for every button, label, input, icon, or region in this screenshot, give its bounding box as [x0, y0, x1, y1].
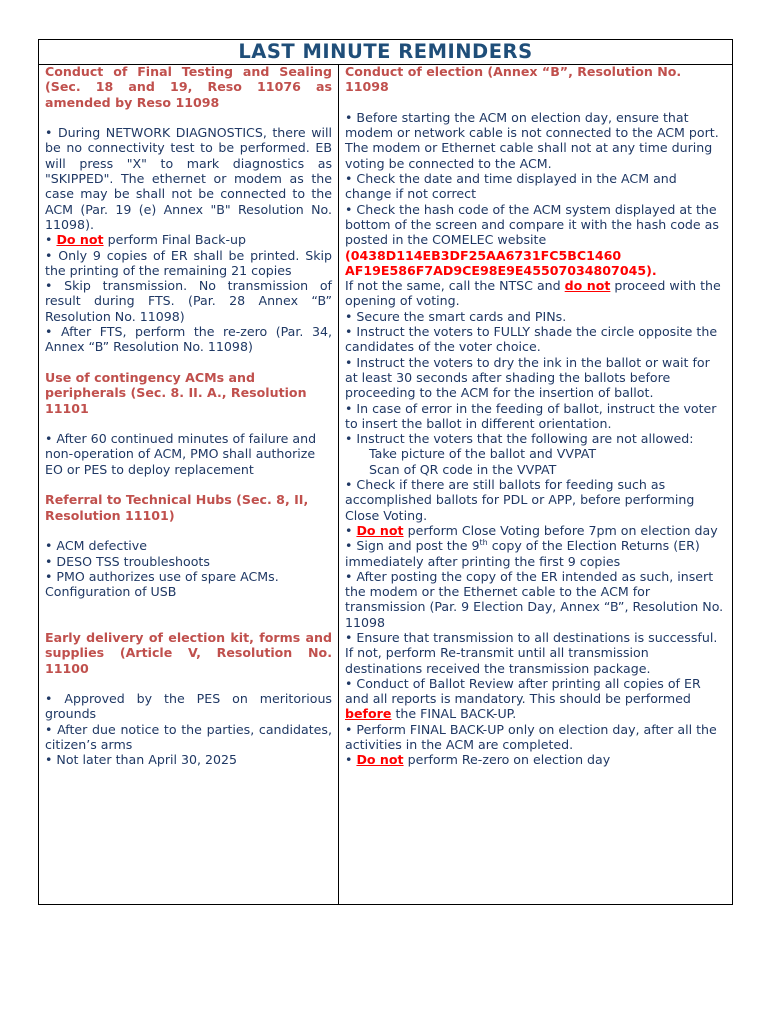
- election-item: • After posting the copy of the ER intended as such, insert the modem or the Ethernet cable to the ACM for transmission (Par. 9 Election Day, Annex “B”, Resolution No. 11098: [345, 568, 724, 630]
- early-delivery-item: • After due notice to the parties, candidates, citizen’s arms: [45, 721, 332, 753]
- election-item: • Check the date and time displayed in the ACM and change if not correct: [345, 171, 677, 202]
- conduct-election-heading: Conduct of election (Annex “B”, Resolution No. 11098: [345, 64, 682, 95]
- final-testing-item: • During NETWORK DIAGNOSTICS, there will be no connectivity test to be performed. EB will press "X" to mark diagnostics as "SKIPPED". The ethernet or modem as the case may be shall not be connected to the ACM (Par. 19 (e) Annex "B" Resolution No. 11098).: [45, 125, 332, 232]
- election-item: • Check the hash code of the ACM system displayed at the bottom of the screen and compare it with the hash code as posted in the COMELEC website: [345, 201, 719, 248]
- election-item: • Instruct the voters to dry the ink in the ballot or wait for at least 30 seconds after shading the ballots before proceeding to the ACM for the insertion of ballot.: [345, 354, 710, 401]
- final-testing-item: • Skip transmission. No transmission of result during FTS. (Par. 28 Annex “B” Resolution No. 11098): [45, 278, 332, 324]
- right-column: [339, 64, 732, 904]
- do-not-highlight: Do not: [56, 232, 104, 248]
- technical-hubs-item: • DESO TSS troubleshoots: [45, 553, 210, 569]
- election-item: • Instruct the voters to FULLY shade the circle opposite the candidates of the voter choice.: [345, 324, 718, 355]
- do-not-highlight: do not: [564, 278, 611, 294]
- contingency-item: • After 60 continued minutes of failure and non-operation of ACM, PMO shall authorize EO or PES to deploy replacement: [45, 431, 317, 477]
- election-item: • Instruct the voters that the following are not allowed:: [345, 431, 694, 447]
- columns: [39, 64, 732, 904]
- election-item: • Sign and post the 9th copy of the Election Returns (ER) immediately after printing the first 9 copies: [345, 538, 700, 569]
- early-delivery-item: • Approved by the PES on meritorious grounds: [45, 691, 332, 722]
- early-delivery-item: • Not later than April 30, 2025: [45, 752, 238, 768]
- technical-hubs-item: • ACM defective: [45, 538, 147, 554]
- final-testing-item: • Do not perform Final Back-up: [45, 232, 246, 248]
- election-item: • Do not perform Close Voting before 7pm on election day: [345, 522, 718, 538]
- election-item: • Do not perform Re-zero on election day: [345, 752, 611, 768]
- election-item: • Perform FINAL BACK-UP only on election day, after all the activities in the ACM are completed.: [345, 721, 717, 753]
- hash-code: (0438D114EB3DF25AA6731FC5BC1460 AF19E586F7AD9CE98E9E45507034807045).: [345, 247, 657, 278]
- election-item: • Secure the smart cards and PINs.: [345, 308, 567, 324]
- election-item: If not the same, call the NTSC and do not proceed with the opening of voting.: [345, 278, 721, 309]
- election-item: • Check if there are still ballots for feeding such as accomplished ballots for PDL or APP, before performing Close Voting.: [345, 477, 695, 523]
- before-highlight: before: [345, 706, 392, 722]
- early-delivery-heading: Early delivery of election kit, forms and supplies (Article V, Resolution No. 11100: [45, 629, 332, 676]
- final-testing-item: • Only 9 copies of ER shall be printed. Skip the printing of the remaining 21 copies: [45, 247, 332, 278]
- technical-hubs-item: • PMO authorizes use of spare ACMs. Configuration of USB: [45, 568, 279, 600]
- final-testing-heading: Conduct of Final Testing and Sealing (Sec. 18 and 19, Reso 11076 as amended by Reso 11098: [45, 64, 332, 110]
- not-allowed-item: Take picture of the ballot and VVPAT: [369, 446, 597, 462]
- page-title: LAST MINUTE REMINDERS: [39, 40, 732, 65]
- election-item: • In case of error in the feeding of ballot, instruct the voter to insert the ballot in different orientation.: [345, 400, 717, 431]
- final-testing-item: • After FTS, perform the re-zero (Par. 34, Annex “B” Resolution No. 11098): [45, 324, 332, 355]
- contingency-heading: Use of contingency ACMs and peripherals (Sec. 8. II. A., Resolution 11101: [45, 369, 307, 416]
- left-column: [39, 64, 339, 904]
- not-allowed-item: Scan of QR code in the VVPAT: [369, 461, 557, 477]
- do-not-highlight: Do not: [356, 522, 404, 538]
- do-not-highlight: Do not: [356, 752, 404, 768]
- technical-hubs-heading: Referral to Technical Hubs (Sec. 8, II, Resolution 11101): [45, 492, 309, 523]
- election-item: • Ensure that transmission to all destinations is successful. If not, perform Re-transmit until all transmission destinations received the transmission package.: [345, 629, 718, 676]
- election-item: • Before starting the ACM on election day, ensure that modem or network cable is not connected to the ACM port. The modem or Ethernet cable shall not at any time during voting be connected to the ACM.: [345, 109, 719, 171]
- reminders-table: [38, 39, 733, 905]
- election-item: • Conduct of Ballot Review after printing all copies of ER and all reports is mandatory. This should be performed before the FINAL BACK-UP.: [345, 675, 701, 722]
